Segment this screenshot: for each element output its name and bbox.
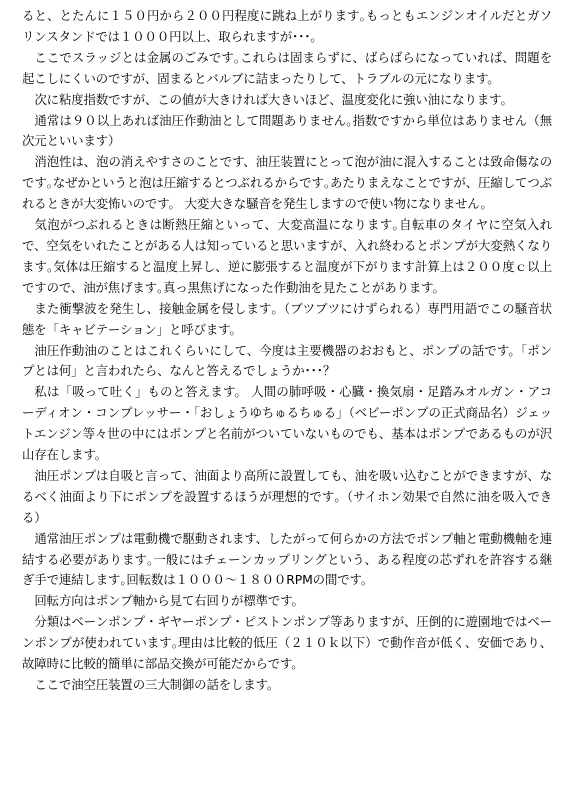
- paragraph: 回転方向はポンプ軸から見て右回りが標準です。: [34, 593, 304, 609]
- paragraph: 通常油圧ポンプは電動機で駆動されます、したがって何らかの方法でポンプ軸と電動機軸を連結する必要があります｡一般にはチェーンカップリングという、ある程度の芯ずれを許容する継ぎ手で連結します｡回転数は１０００～１８００RPMの間です。: [22, 530, 552, 588]
- paragraph: ここで油空圧装置の三大制御の話をします。: [34, 677, 280, 692]
- paragraph: 通常は９０以上あれば油圧作動油として問題ありません｡指数ですから単位はありません（無次元といいます）: [22, 112, 552, 149]
- paragraph: 気泡がつぶれるときは断熱圧縮といって、大変高温になります｡自転車のタイヤに空気入れで、空気をいれたことがある人は知っていると思いますが、入れ終わるとポンプが大変熱くなります｡気体は圧縮すると温度上昇し、逆に膨張すると温度が下がります計算上は２００度ｃ以上ですので、油が焦げます｡真っ黒焦げになった作動油を見たことがあります。: [22, 217, 552, 295]
- paragraph: 私は「吸って吐く」ものと答えます。 人間の肺呼吸・心臓・換気扇・足踏みオルガン・アコーディオン・コンプレッサー・「おしょうゆちゅるちゅる」（ベビーポンプの正式商品名）ジェットエンジン等々世の中にはポンプと名前がついていないものでも、基本はポンプであるものが沢山存在します。: [22, 384, 552, 463]
- paragraph: また衝撃波を発生し、接触金属を侵します｡（ブツブツにけずられる）専門用語でこの騒音状態を「キャビテーション」と呼びます。: [22, 300, 552, 337]
- paragraph: ると、とたんに１５０円から２００円程度に跳ね上がります｡もっともエンジンオイルだとガソリンスタンドでは１０００円以上、取られますが･･･。: [22, 8, 552, 44]
- paragraph: 分類はベーンポンプ・ギヤーポンプ・ピストンポンプ等ありますが、圧倒的に遊園地ではベーンポンプが使われています｡理由は比較的低圧（２１０ｋ以下）で動作音が低く、安価であり、故障時に比較的簡単に部品交換が可能だからです。: [22, 614, 552, 672]
- paragraph: 油圧作動油のことはこれくらいにして、今度は主要機器のおおもと、ポンプの話です。「ポンプとは何」と言われたら、なんと答えるでしょうか･･･？: [22, 342, 552, 379]
- paragraph: 油圧ポンプは自吸と言って、油面より高所に設置しても、油を吸い込むことができますが、なるべく油面より下にポンプを設置するほうが理想的です｡（サイホン効果で自然に油を吸入できる）: [22, 467, 552, 525]
- paragraph: ここでスラッジとは金属のごみです｡これらは固まらずに、ばらばらになっていれば、問題を起こしにくいのですが、固まるとバルブに詰まったりして、トラブルの元になります。: [22, 49, 552, 86]
- paragraph: 次に粘度指数ですが、この値が大きければ大きいほど、温度変化に強い油になります。: [34, 91, 513, 107]
- paragraph: 消泡性は、泡の消えやすさのことです、油圧装置にとって泡が油に混入することは致命傷なのです｡なぜかというと泡は圧縮するとつぶれるからです｡あたりまえなことですが、圧縮してつぶれるときが大変怖いのです。 大変大きな騒音を発生しますので使い物になりません。: [22, 154, 552, 212]
